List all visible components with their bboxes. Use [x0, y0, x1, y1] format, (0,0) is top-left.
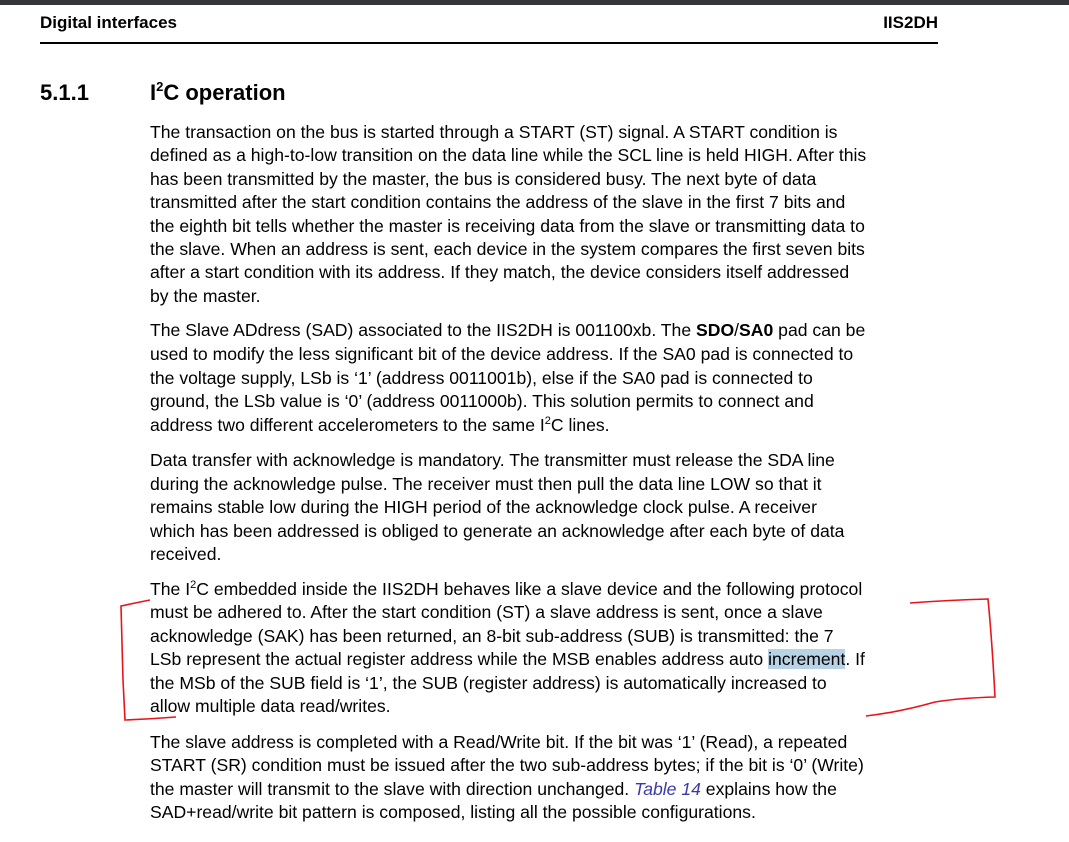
- text-segment: START (SR) condition must be issued after the two sub-address bytes; if the bit is ‘0’ (Write): [150, 755, 864, 775]
- text-segment: C lines.: [550, 415, 610, 435]
- paragraph-3-line: [150, 543, 221, 565]
- text-segment: transmitted after the start condition contains the address of the slave in the first 7 bits and: [150, 192, 846, 212]
- paragraph-3-line: [150, 520, 844, 542]
- paragraph-4-line: [150, 625, 834, 647]
- paragraph-2-line: [150, 367, 813, 389]
- text-segment: 2: [190, 579, 197, 591]
- section-title: [150, 80, 286, 106]
- text-segment: the slave. When an address is sent, each device in the system compares the first seven bits: [150, 239, 865, 259]
- paragraph-5-line: [150, 778, 837, 800]
- paragraph-5-line: [150, 801, 756, 823]
- text-segment: The slave address is completed with a Read/Write bit. If the bit was ‘1’ (Read), a repeated: [150, 732, 848, 752]
- text-segment: the voltage supply, LSb is ‘1’ (address 0011001b), else if the SA0 pad is connected to: [150, 368, 813, 388]
- text-segment: pad can be: [773, 320, 866, 340]
- text-segment: The Slave ADdress (SAD) associated to the IIS2DH is 001100xb. The: [150, 320, 697, 340]
- paragraph-1-line: [150, 121, 837, 143]
- text-segment: 2: [544, 415, 551, 427]
- title-text: C operation: [163, 80, 286, 105]
- text-segment: SDO: [696, 320, 735, 340]
- text-segment: explains how the: [700, 779, 837, 799]
- paragraph-4-line: [150, 578, 862, 600]
- text-segment: The I: [150, 579, 191, 599]
- text-segment: used to modify the less significant bit of the device address. If the SA0 pad is connected to: [150, 344, 854, 364]
- paragraph-1-line: [150, 215, 865, 237]
- text-segment: has been transmitted by the master, the bus is considered busy. The next byte of data: [150, 169, 817, 189]
- header-part-number: IIS2DH: [883, 13, 938, 32]
- text-segment: SAD+read/write bit pattern is composed, listing all the possible configurations.: [150, 802, 756, 822]
- text-segment: C embedded inside the IIS2DH behaves like a slave device and the following protocol: [196, 579, 863, 599]
- text-segment: LSb represent the actual register address while the MSB enables address auto: [150, 649, 769, 669]
- paragraph-5-line: [150, 731, 847, 753]
- paragraph-1-line: [150, 285, 261, 307]
- text-segment: acknowledge (SAK) has been returned, an 8-bit sub-address (SUB) is transmitted: the 7: [150, 626, 834, 646]
- text-segment: allow multiple data read/writes.: [150, 696, 391, 716]
- paragraph-3-line: [150, 473, 822, 495]
- selected-text: increment: [768, 649, 846, 669]
- header-divider: [40, 42, 938, 44]
- paragraph-1-line: [150, 261, 849, 283]
- paragraph-1-line: [150, 191, 845, 213]
- paragraph-2-line: [150, 390, 814, 412]
- text-segment: the master will transmit to the slave with direction unchanged.: [150, 779, 635, 799]
- text-segment: remains stable low during the HIGH period of the acknowledge clock pulse. A receiver: [150, 497, 817, 517]
- text-segment: SA0: [739, 320, 774, 340]
- text-segment: received.: [150, 544, 222, 564]
- text-segment: address two different accelerometers to the same I: [150, 415, 545, 435]
- paragraph-4-line: [150, 648, 865, 670]
- paragraph-3-line: [150, 496, 817, 518]
- text-segment: ground, the LSb value is ‘0’ (address 0011000b). This solution permits to connect and: [150, 391, 814, 411]
- annotation-right-bracket: [866, 599, 995, 716]
- text-segment: /: [734, 320, 740, 340]
- paragraph-5-line: [150, 754, 864, 776]
- text-segment: The transaction on the bus is started through a START (ST) signal. A START condition is: [150, 122, 838, 142]
- paragraph-1-line: [150, 144, 866, 166]
- text-segment: Data transfer with acknowledge is mandatory. The transmitter must release the SDA line: [150, 450, 835, 470]
- text-segment: defined as a high-to-low transition on the data line while the SCL line is held HIGH. After this: [150, 145, 867, 165]
- text-segment: which has been addressed is obliged to generate an acknowledge after each byte of data: [150, 521, 845, 541]
- text-segment: the eighth bit tells whether the master is receiving data from the slave or transmitting data to: [150, 216, 865, 236]
- text-segment: by the master.: [150, 286, 261, 306]
- paragraph-4-line: [150, 672, 827, 694]
- paragraph-2-line: [150, 319, 865, 341]
- header-section-title: Digital interfaces: [40, 13, 177, 32]
- section-number: 5.1.1: [40, 80, 89, 105]
- paragraph-4-line: [150, 695, 391, 717]
- paragraph-1-line: [150, 168, 816, 190]
- text-segment: . If: [845, 649, 865, 669]
- paragraph-2-line: [150, 414, 610, 436]
- title-text: I: [150, 80, 157, 105]
- viewer-top-bar: [0, 0, 1069, 5]
- paragraph-1-line: [150, 238, 865, 260]
- table-14-link[interactable]: Table 14: [634, 779, 701, 799]
- text-segment: during the acknowledge pulse. The receiver must then pull the data line LOW so that it: [150, 474, 822, 494]
- paragraph-4-line: [150, 601, 823, 623]
- text-segment: must be adhered to. After the start condition (ST) a slave address is sent, once a slave: [150, 602, 823, 622]
- text-segment: after a start condition with its address. If they match, the device considers itself addressed: [150, 262, 850, 282]
- text-segment: the MSb of the SUB field is ‘1’, the SUB (register address) is automatically increased to: [150, 673, 827, 693]
- paragraph-3-line: [150, 449, 835, 471]
- title-superscript: 2: [156, 79, 164, 94]
- paragraph-2-line: [150, 343, 853, 365]
